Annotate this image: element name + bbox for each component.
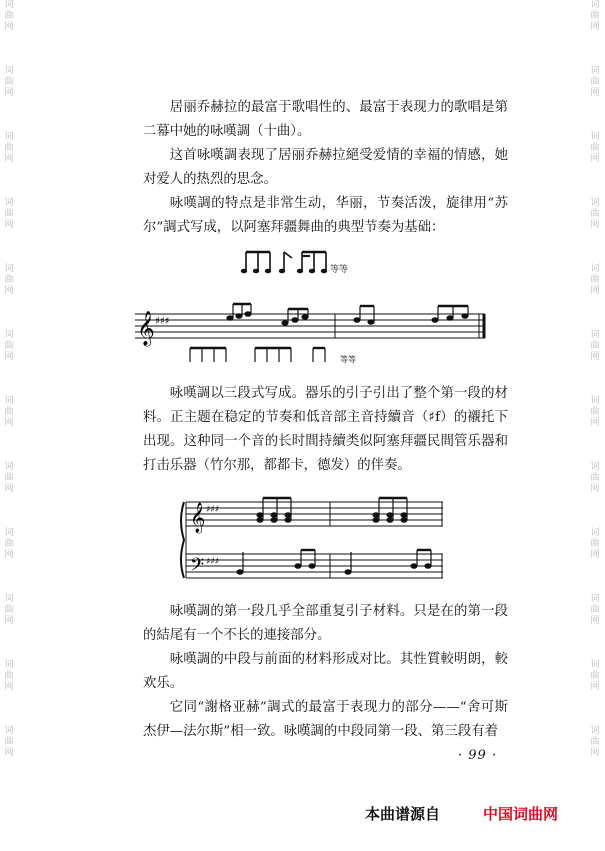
paragraph-mode: 它同“謝格亚赫”調式的最富于表现力的部分——“舍可斯杰伊—法尔斯”相一致。咏嘆調的中段同第一段、第三段有着: [143, 700, 508, 739]
watermark-group: [2, 264, 16, 297]
watermark-char: 词: [590, 528, 600, 538]
watermark-char: 网: [590, 418, 600, 428]
watermark-char: 网: [4, 220, 14, 230]
watermark-char: 词: [590, 66, 600, 76]
watermark-group: [588, 132, 602, 165]
watermark-char: 词: [590, 726, 600, 736]
watermark-group: [2, 132, 16, 165]
watermark-char: 词: [590, 396, 600, 406]
watermark-group: [588, 0, 602, 33]
watermark-char: 词: [4, 528, 14, 538]
page-number: · 99 ·: [458, 748, 498, 763]
watermark-char: 词: [4, 396, 14, 406]
watermark-char: 词: [4, 264, 14, 274]
watermark-group: [588, 528, 602, 561]
watermark-char: 曲: [590, 143, 600, 153]
watermark-char: 曲: [590, 407, 600, 417]
watermark-group: [2, 396, 16, 429]
melody-excerpt-staff: [135, 296, 487, 368]
watermark-char: 网: [590, 550, 600, 560]
watermark-group: [2, 660, 16, 693]
watermark-group: [2, 0, 16, 33]
watermark-group: [2, 198, 16, 231]
watermark-group: [588, 66, 602, 99]
watermark-char: 网: [590, 748, 600, 758]
watermark-char: 曲: [4, 341, 14, 351]
svg-text:♯♯♯: ♯♯♯: [206, 557, 220, 567]
watermark-char: 词: [4, 726, 14, 736]
watermark-char: 网: [4, 616, 14, 626]
watermark-char: 词: [4, 660, 14, 670]
paragraph-structure: 咏嘆調以三段式写成。器乐的引子引出了整个第一段的材料。正主题在稳定的节奏和低音部主音持續音（♯f）的襯托下出现。这种同一个音的长时間持續类似阿塞拜疆民間管乐器和打击乐器（竹尔那，都都卡，德发）的伴奏。: [143, 386, 508, 473]
watermark-char: 网: [590, 286, 600, 296]
paragraph-emotion: 这首咏嘆調表现了居丽乔赫拉絕受爱情的幸福的情感，她对爱人的热烈的思念。: [143, 148, 508, 187]
watermark-char: 网: [590, 88, 600, 98]
watermark-char: 词: [4, 66, 14, 76]
svg-text:𝄢: 𝄢: [190, 555, 205, 580]
watermark-char: 网: [4, 88, 14, 98]
watermark-char: 曲: [590, 209, 600, 219]
watermark-group: [2, 66, 16, 99]
watermark-char: 网: [4, 352, 14, 362]
watermark-char: 曲: [4, 473, 14, 483]
watermark-group: [2, 528, 16, 561]
watermark-char: 网: [4, 682, 14, 692]
watermark-group: [2, 330, 16, 363]
watermark-char: 词: [590, 0, 600, 10]
watermark-right-column: [588, 0, 602, 851]
watermark-char: 词: [4, 594, 14, 604]
watermark-char: 网: [4, 22, 14, 32]
watermark-char: 曲: [4, 737, 14, 747]
watermark-char: 词: [4, 330, 14, 340]
watermark-char: 网: [4, 154, 14, 164]
watermark-char: 曲: [4, 671, 14, 681]
paragraph-first-section: 咏嘆調的第一段几乎全部重复引子材料。只是在的第一段的結尾有一个不长的連接部分。: [143, 604, 508, 643]
watermark-char: 网: [590, 484, 600, 494]
watermark-char: 词: [4, 198, 14, 208]
piano-score-excerpt: [178, 490, 444, 590]
watermark-group: [588, 396, 602, 429]
watermark-group: [2, 462, 16, 495]
rhythm-example: [240, 248, 370, 278]
watermark-char: 曲: [590, 605, 600, 615]
watermark-char: 网: [590, 220, 600, 230]
watermark-group: [588, 660, 602, 693]
watermark-char: 网: [4, 550, 14, 560]
watermark-char: 网: [590, 352, 600, 362]
watermark-char: 曲: [590, 473, 600, 483]
watermark-char: 网: [590, 22, 600, 32]
footer-source-text: 本曲谱源自: [365, 805, 441, 823]
watermark-char: 曲: [4, 275, 14, 285]
watermark-char: 词: [590, 132, 600, 142]
watermark-char: 词: [590, 462, 600, 472]
watermark-char: 词: [4, 132, 14, 142]
watermark-group: [588, 198, 602, 231]
music-etc-mark: 等等: [340, 355, 356, 364]
watermark-group: [588, 330, 602, 363]
watermark-char: 词: [590, 198, 600, 208]
watermark-char: 曲: [590, 341, 600, 351]
watermark-char: 网: [4, 286, 14, 296]
watermark-char: 曲: [4, 77, 14, 87]
watermark-char: 词: [590, 264, 600, 274]
svg-text:𝄞: 𝄞: [190, 503, 206, 533]
watermark-group: [588, 726, 602, 759]
watermark-char: 网: [4, 484, 14, 494]
watermark-char: 词: [4, 462, 14, 472]
watermark-char: 曲: [590, 737, 600, 747]
watermark-char: 曲: [4, 539, 14, 549]
watermark-char: 网: [590, 616, 600, 626]
watermark-char: 网: [4, 418, 14, 428]
watermark-char: 曲: [4, 143, 14, 153]
watermark-char: 网: [4, 748, 14, 758]
svg-text:𝄞: 𝄞: [137, 311, 155, 346]
watermark-char: 词: [590, 660, 600, 670]
watermark-char: 曲: [590, 671, 600, 681]
rhythm-etc-label: 等等: [330, 265, 349, 275]
watermark-group: [2, 594, 16, 627]
watermark-group: [588, 594, 602, 627]
watermark-char: 曲: [590, 11, 600, 21]
paragraph-intro: 居丽乔赫拉的最富于歌唱性的、最富于表现力的歌唱是第二幕中她的咏嘆調（十曲）。: [143, 100, 508, 139]
watermark-char: 词: [4, 0, 14, 10]
watermark-char: 词: [590, 594, 600, 604]
watermark-char: 词: [590, 330, 600, 340]
watermark-group: [2, 726, 16, 759]
watermark-char: 网: [590, 682, 600, 692]
watermark-group: [588, 264, 602, 297]
watermark-char: 曲: [590, 77, 600, 87]
watermark-char: 曲: [590, 275, 600, 285]
watermark-group: [588, 462, 602, 495]
svg-text:♯♯♯: ♯♯♯: [155, 316, 170, 327]
rhythm-notation-icon: [240, 248, 340, 278]
footer-site-link[interactable]: 中国词曲网: [483, 805, 559, 823]
watermark-char: 曲: [4, 605, 14, 615]
watermark-left-column: [2, 0, 16, 851]
paragraph-features: 咏嘆調的特点是非常生动，华丽，节奏活泼，旋律用“苏尔”調式写成，以阿塞拜疆舞曲的典型节奏为基础：: [143, 196, 508, 235]
watermark-char: 曲: [590, 539, 600, 549]
svg-text:♯♯♯: ♯♯♯: [206, 505, 220, 515]
watermark-char: 曲: [4, 209, 14, 219]
watermark-char: 网: [590, 154, 600, 164]
watermark-char: 曲: [4, 11, 14, 21]
paragraph-middle-section: 咏嘆調的中段与前面的材料形成对比。其性質較明朗，較欢乐。: [143, 652, 508, 691]
watermark-char: 曲: [4, 407, 14, 417]
